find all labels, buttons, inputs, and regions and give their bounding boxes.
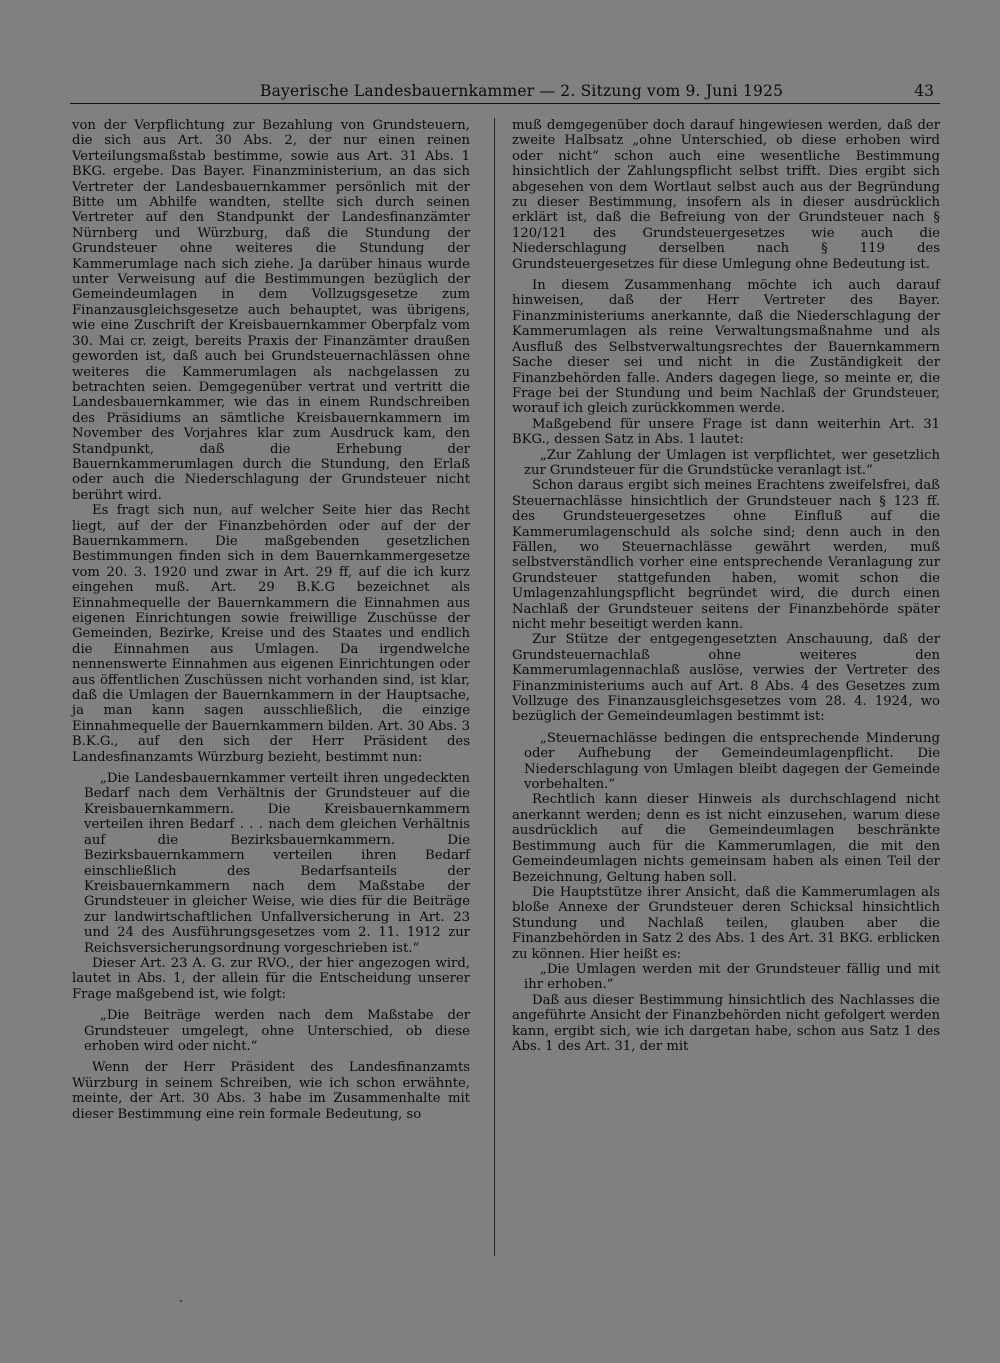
paragraph: Zur Stütze der entgegengesetzten Anschauung, daß der Grundsteuernachlaß ohne weiteres den Kammerumlagennachlaß auslöse, verwies der Vertreter des Finanzministeriums auch auf Art. 8 Abs. 4 des Gesetzes zum Vollzuge des Finanzausgleichsgesetzes vom 28. 4. 1924, wo bezüglich der Gemeindeumlagen bestimmt ist: [512, 632, 940, 725]
quotation: „Steuernachlässe bedingen die entsprechende Minderung oder Aufhebung der Gemeindeumlagenpflicht. Die Niederschlagung von Umlagen bleibt dagegen der Gemeinde vorbehalten.“ [524, 730, 940, 793]
page-number: 43 [914, 82, 934, 100]
right-column [512, 118, 940, 1054]
paragraph: Rechtlich kann dieser Hinweis als durchschlagend nicht anerkannt werden; denn es ist nicht einzusehen, warum diese ausdrücklich auf die Gemeindeumlagen beschränkte Bestimmung auch für die Kammerumlagen, die mit den Gemeindeumlagen nichts gemeinsam haben als einen Teil der Bezeichnung, Geltung haben soll. [512, 792, 940, 885]
quotation: „Zur Zahlung der Umlagen ist verpflichtet, wer gesetzlich zur Grundsteuer für die Grundstücke veranlagt ist.“ [524, 447, 940, 478]
paragraph: Maßgebend für unsere Frage ist dann weiterhin Art. 31 BKG., dessen Satz in Abs. 1 lautet: [512, 416, 940, 448]
header-title: Bayerische Landesbauernkammer — 2. Sitzung vom 9. Juni 1925 [260, 82, 784, 100]
running-header [70, 80, 940, 108]
paragraph: Schon daraus ergibt sich meines Erachtens zweifelsfrei, daß Steuernachlässe hinsichtlich der Grundsteuer nach § 123 ff. des Grundsteuergesetzes ohne Einfluß auf die Kammerumlagenschuld als solche sind; denn auch in den Fällen, wo Steuernachlässe gewährt werden, muß selbstverständlich vorher eine entsprechende Veranlagung zur Grundsteuer stattgefunden haben, womit schon die Umlagenzahlungspflicht begründet wird, die durch einen Nachlaß der Grundsteuer seitens der Finanzbehörde später nicht mehr beseitigt werden kann. [512, 478, 940, 632]
paragraph: Es fragt sich nun, auf welcher Seite hier das Recht liegt, auf der der Finanzbehörden oder auf der der Bauernkammern. Die maßgebenden gesetzlichen Bestimmungen finden sich in dem Bauernkammergesetze vom 20. 3. 1920 und zwar in Art. 29 ff, auf die ich kurz eingehen muß. Art. 29 B.K.G bezeichnet als Einnahmequelle der Bauernkammern die Einnahmen aus eigenen Einrichtungen sowie freiwillige Zuschüsse der Gemeinden, Bezirke, Kreise und des Staates und endlich die Einnahmen aus Umlagen. Da irgendwelche nennenswerte Einnahmen aus eigenen Einrichtungen oder aus öffentlichen Zuschüssen nicht vorhanden sind, ist klar, daß die Umlagen der Bauernkammern in der Hauptsache, ja man kann sagen ausschließlich, die einzige Einnahmequelle der Bauernkammern bilden. Art. 30 Abs. 3 B.K.G., auf den sich der Herr Präsident des Landesfinanzamts Würzburg bezieht, bestimmt nun: [72, 503, 470, 765]
scan-speck [180, 1300, 182, 1302]
paragraph: Dieser Art. 23 A. G. zur RVO., der hier angezogen wird, lautet in Abs. 1, der allein für die Entscheidung unserer Frage maßgebend ist, wie folgt: [72, 955, 470, 1002]
paragraph: von der Verpflichtung zur Bezahlung von Grundsteuern, die sich aus Art. 30 Abs. 2, der nur einen reinen Verteilungsmaßstab bestimme, sowie aus Art. 31 Abs. 1 BKG. ergebe. Das Bayer. Finanzministerium, an das sich Vertreter der Landesbauernkammer persönlich mit der Bitte um Abhilfe wandten, stellte sich durch seinen Vertreter auf den Standpunkt der Landesfinanzämter Nürnberg und Würzburg, daß die Stundung der Grundsteuer ohne weiteres die Stundung der Kammerumlage nach sich ziehe. Ja darüber hinaus wurde unter Verweisung auf die Bestimmungen bezüglich der Gemeindeumlagen in dem Vollzugsgesetze zum Finanzausgleichsgesetze auch behauptet, was übrigens, wie eine Zuschrift der Kreisbauernkammer Oberpfalz vom 30. Mai cr. zeigt, bereits Praxis der Finanzämter draußen geworden ist, daß auch bei Grundsteuernachlässen ohne weiteres die Kammerumlagen als nachgelassen zu betrachten seien. Demgegenüber vertrat und vertritt die Landesbauernkammer, wie das in einem Rundschreiben des Präsidiums an sämtliche Kreisbauernkammern im November des Vorjahres klar zum Ausdruck kam, den Standpunkt, daß die Erhebung der Bauernkammerumlagen durch die Stundung, den Erlaß oder auch die Niederschlagung der Grundsteuer nicht berührt wird. [72, 118, 470, 503]
left-column [72, 118, 470, 1122]
paragraph: Wenn der Herr Präsident des Landesfinanzamts Würzburg in seinem Schreiben, wie ich schon erwähnte, meinte, der Art. 30 Abs. 3 habe im Zusammenhalte mit dieser Bestimmung eine rein formale Bedeutung, so [72, 1060, 470, 1122]
quotation: „Die Beiträge werden nach dem Maßstabe der Grundsteuer umgelegt, ohne Unterschied, ob diese erhoben wird oder nicht.“ [84, 1008, 470, 1054]
column-divider [494, 118, 495, 1256]
quotation: „Die Umlagen werden mit der Grundsteuer fällig und mit ihr erhoben.“ [524, 961, 940, 993]
header-rule [70, 103, 940, 104]
quotation: „Die Landesbauernkammer verteilt ihren ungedeckten Bedarf nach dem Verhältnis der Grundsteuer auf die Kreisbauernkammern. Die Kreisbauernkammern verteilen ihren Bedarf . . . nach dem gleichen Verhältnis auf die Bezirksbauernkammern. Die Bezirksbauernkammern verteilen ihren Bedarf einschließlich des Bedarfsanteils der Kreisbauernkammern nach dem Maßstabe der Grundsteuer in gleicher Weise, wie dies für die Beiträge zur landwirtschaftlichen Unfallversicherung in Art. 23 und 24 des Ausführungsgesetzes vom 2. 11. 1912 zur Reichsversicherungsordnung vorgeschrieben ist.“ [84, 771, 470, 956]
paragraph: Daß aus dieser Bestimmung hinsichtlich des Nachlasses die angeführte Ansicht der Finanzbehörden nicht gefolgert werden kann, ergibt sich, wie ich dargetan habe, schon aus Satz 1 des Abs. 1 des Art. 31, der mit [512, 992, 940, 1054]
paragraph: Die Hauptstütze ihrer Ansicht, daß die Kammerumlagen als bloße Annexe der Grundsteuer deren Schicksal hinsichtlich Stundung und Nachlaß teilen, glauben aber die Finanzbehörden in Satz 2 des Abs. 1 des Art. 31 BKG. erblicken zu können. Hier heißt es: [512, 884, 940, 962]
paragraph: muß demgegenüber doch darauf hingewiesen werden, daß der zweite Halbsatz „ohne Unterschied, ob diese erhoben wird oder nicht“ schon auch eine wesentliche Bestimmung hinsichtlich der Zahlungspflicht selbst trifft. Dies ergibt sich abgesehen von dem Wortlaut selbst auch aus der Begründung zu dieser Bestimmung, insofern als in dieser ausdrücklich erklärt ist, daß die Befreiung von der Grundsteuer nach § 120/121 des Grundsteuergesetzes wie auch die Niederschlagung derselben nach § 119 des Grundsteuergesetzes für diese Umlegung ohne Bedeutung ist. [512, 118, 940, 272]
paragraph: In diesem Zusammenhang möchte ich auch darauf hinweisen, daß der Herr Vertreter des Bayer. Finanzministeriums anerkannte, daß die Niederschlagung der Kammerumlagen als reine Verwaltungsmaßnahme und als Ausfluß des Selbstverwaltungsrechtes der Bauernkammern Sache dieser sei und nicht in die Zuständigkeit der Finanzbehörden falle. Anders dagegen liege, so meinte er, die Frage bei der Stundung und beim Nachlaß der Grundsteuer, worauf ich gleich zurückkommen werde. [512, 278, 940, 417]
